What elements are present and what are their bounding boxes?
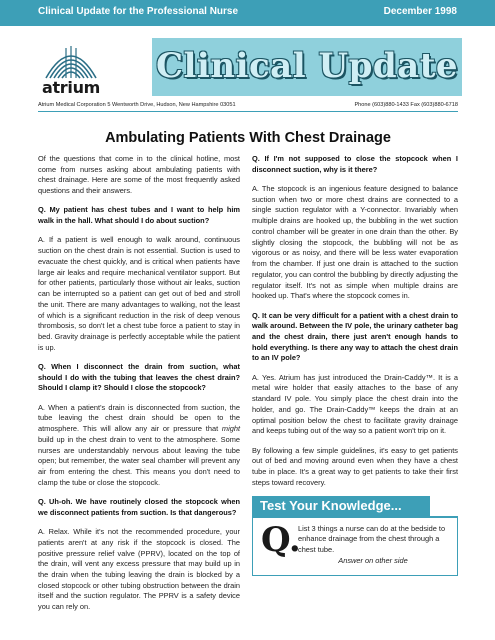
answer-2-part-1: A. When a patient's drain is disconnected from suction, the tube leaving the chest drain should be open to the atmosphere. This will allow any air or pressure that <box>38 402 240 434</box>
newsletter-title: Clinical Update <box>155 46 459 86</box>
answer-2-emphasis: might <box>221 424 240 434</box>
article-headline: Ambulating Patients With Chest Drainage <box>105 130 391 146</box>
quiz-question: List 3 things a nurse can do at the bedside to enhance drainage from the chest through a chest tube. <box>298 524 446 554</box>
logo-arches-icon <box>36 40 106 80</box>
newsletter-subtitle: Clinical Update for the Professional Nurse <box>38 6 239 17</box>
answer-1: A. If a patient is well enough to walk around, continuous suction on the chest drain is not essential. Suction is used to evacuate the chest quickly, and is critical when patients have large air leaks and require mechanical ventilator support. But for other patients, particularly those without air leaks, suction can be interrupted so a patient can get out of bed and stroll the unit. There are many advantages to walking, not the least of which is a significant reduction in the risk of deep venous thrombosis, so don't let a chest tube force a patient to stay in bed. Gravity drainage is perfectly acceptable while the patient is up. <box>38 235 240 352</box>
question-mark-label: Q. <box>261 520 301 560</box>
question-4: Q. If I'm not supposed to close the stopcock when I disconnect suction, why is it there? <box>252 154 458 174</box>
test-knowledge-box <box>252 516 458 576</box>
answer-4: A. The stopcock is an ingenious feature designed to balance suction when two or more chest drains are connected to a single suction regulator with a Y-connector. Invariably when multiple drains are hooked up, the bubbling in the wet suction control chamber will be greater in one drain than the other. By slightly closing the stopcock, the bubbling will not be as vigorous or as noisy, and there will be less water evaporation from the chamber. If just one drain is attached to the suction regulator, you can control the bubbling by directly adjusting the regulator itself. It's not as simple when multiple drains are hooked up. That's where the stopcock comes in. <box>252 183 458 301</box>
issue-date: December 1998 <box>383 6 457 17</box>
test-knowledge-title: Test Your Knowledge... <box>252 496 430 516</box>
right-column <box>252 154 458 497</box>
question-5: Q. It can be very difficult for a patient with a chest drain to walk around. Between the IV pole, the urinary catheter bag and the chest drain, there just aren't enough hands to hold everything. Is there any way to attach the chest drain to an IV pole? <box>252 310 458 363</box>
company-address: Atrium Medical Corporation 5 Wentworth Drive, Hudson, New Hampshire 03051 <box>38 102 236 108</box>
answer-2 <box>38 403 240 489</box>
left-column <box>38 154 240 621</box>
company-phone-fax: Phone (603)880-1433 Fax (603)880-6718 <box>354 102 458 108</box>
answer-note: Answer on other side <box>338 556 408 565</box>
header-divider <box>38 111 458 112</box>
logo-wordmark: atrium <box>41 78 101 97</box>
intro-paragraph: Of the questions that come in to the clinical hotline, most come from nurses asking about ambulating patients with chest drainage. Here are some of the most frequently asked questions and their answers. <box>38 154 240 196</box>
answer-2-part-2: build up in the chest drain to vent to the atmosphere. Some nurses are understandably nervous about leaving the tube open; but remember, the water seal chamber will prevent any air from entering the chest. This means you don't need to clamp the tube or close the stopcock. <box>38 434 240 487</box>
question-1: Q. My patient has chest tubes and I want to help him walk in the hall. What should I do about suction? <box>38 205 240 226</box>
answer-5: A. Yes. Atrium has just introduced the Drain-Caddy™. It is a metal wire holder that easily attaches to the base of any standard IV pole. You simply place the chest drain into the holder, and go. The Drain-Caddy™ keeps the drain at an optimal position below the chest to facilitate gravity drainage and keeps tubing out of the way so a patient won't trip on it. <box>252 372 458 436</box>
answer-3: A. Relax. While it's not the recommended procedure, your patients aren't at any risk if the stopcock is closed. The positive pressure relief valve (PPRV), located on the top of the drain, will vent any excess pressure that may build up in the drain when the tubing leaving the drain is blocked by a closed stopcock or other tubing obstruction between the drain itself and the suction regulator. The PPRV is a safety device you can rely on. <box>38 527 240 612</box>
top-banner-bar <box>0 0 495 26</box>
question-3: Q. Uh-oh. We have routinely closed the stopcock when we disconnect patients from suction. Is that dangerous? <box>38 497 240 517</box>
closing-paragraph: By following a few simple guidelines, it's easy to get patients out of bed and moving around even when they have a chest tube in place. It's a great way to get patients to take their first steps toward recovery. <box>252 445 458 487</box>
question-2: Q. When I disconnect the drain from suction, what should I do with the tubing that leaves the chest drain? Should I clamp it? Should I close the stopcock? <box>38 361 240 393</box>
atrium-logo <box>36 40 106 96</box>
title-banner <box>152 38 462 96</box>
